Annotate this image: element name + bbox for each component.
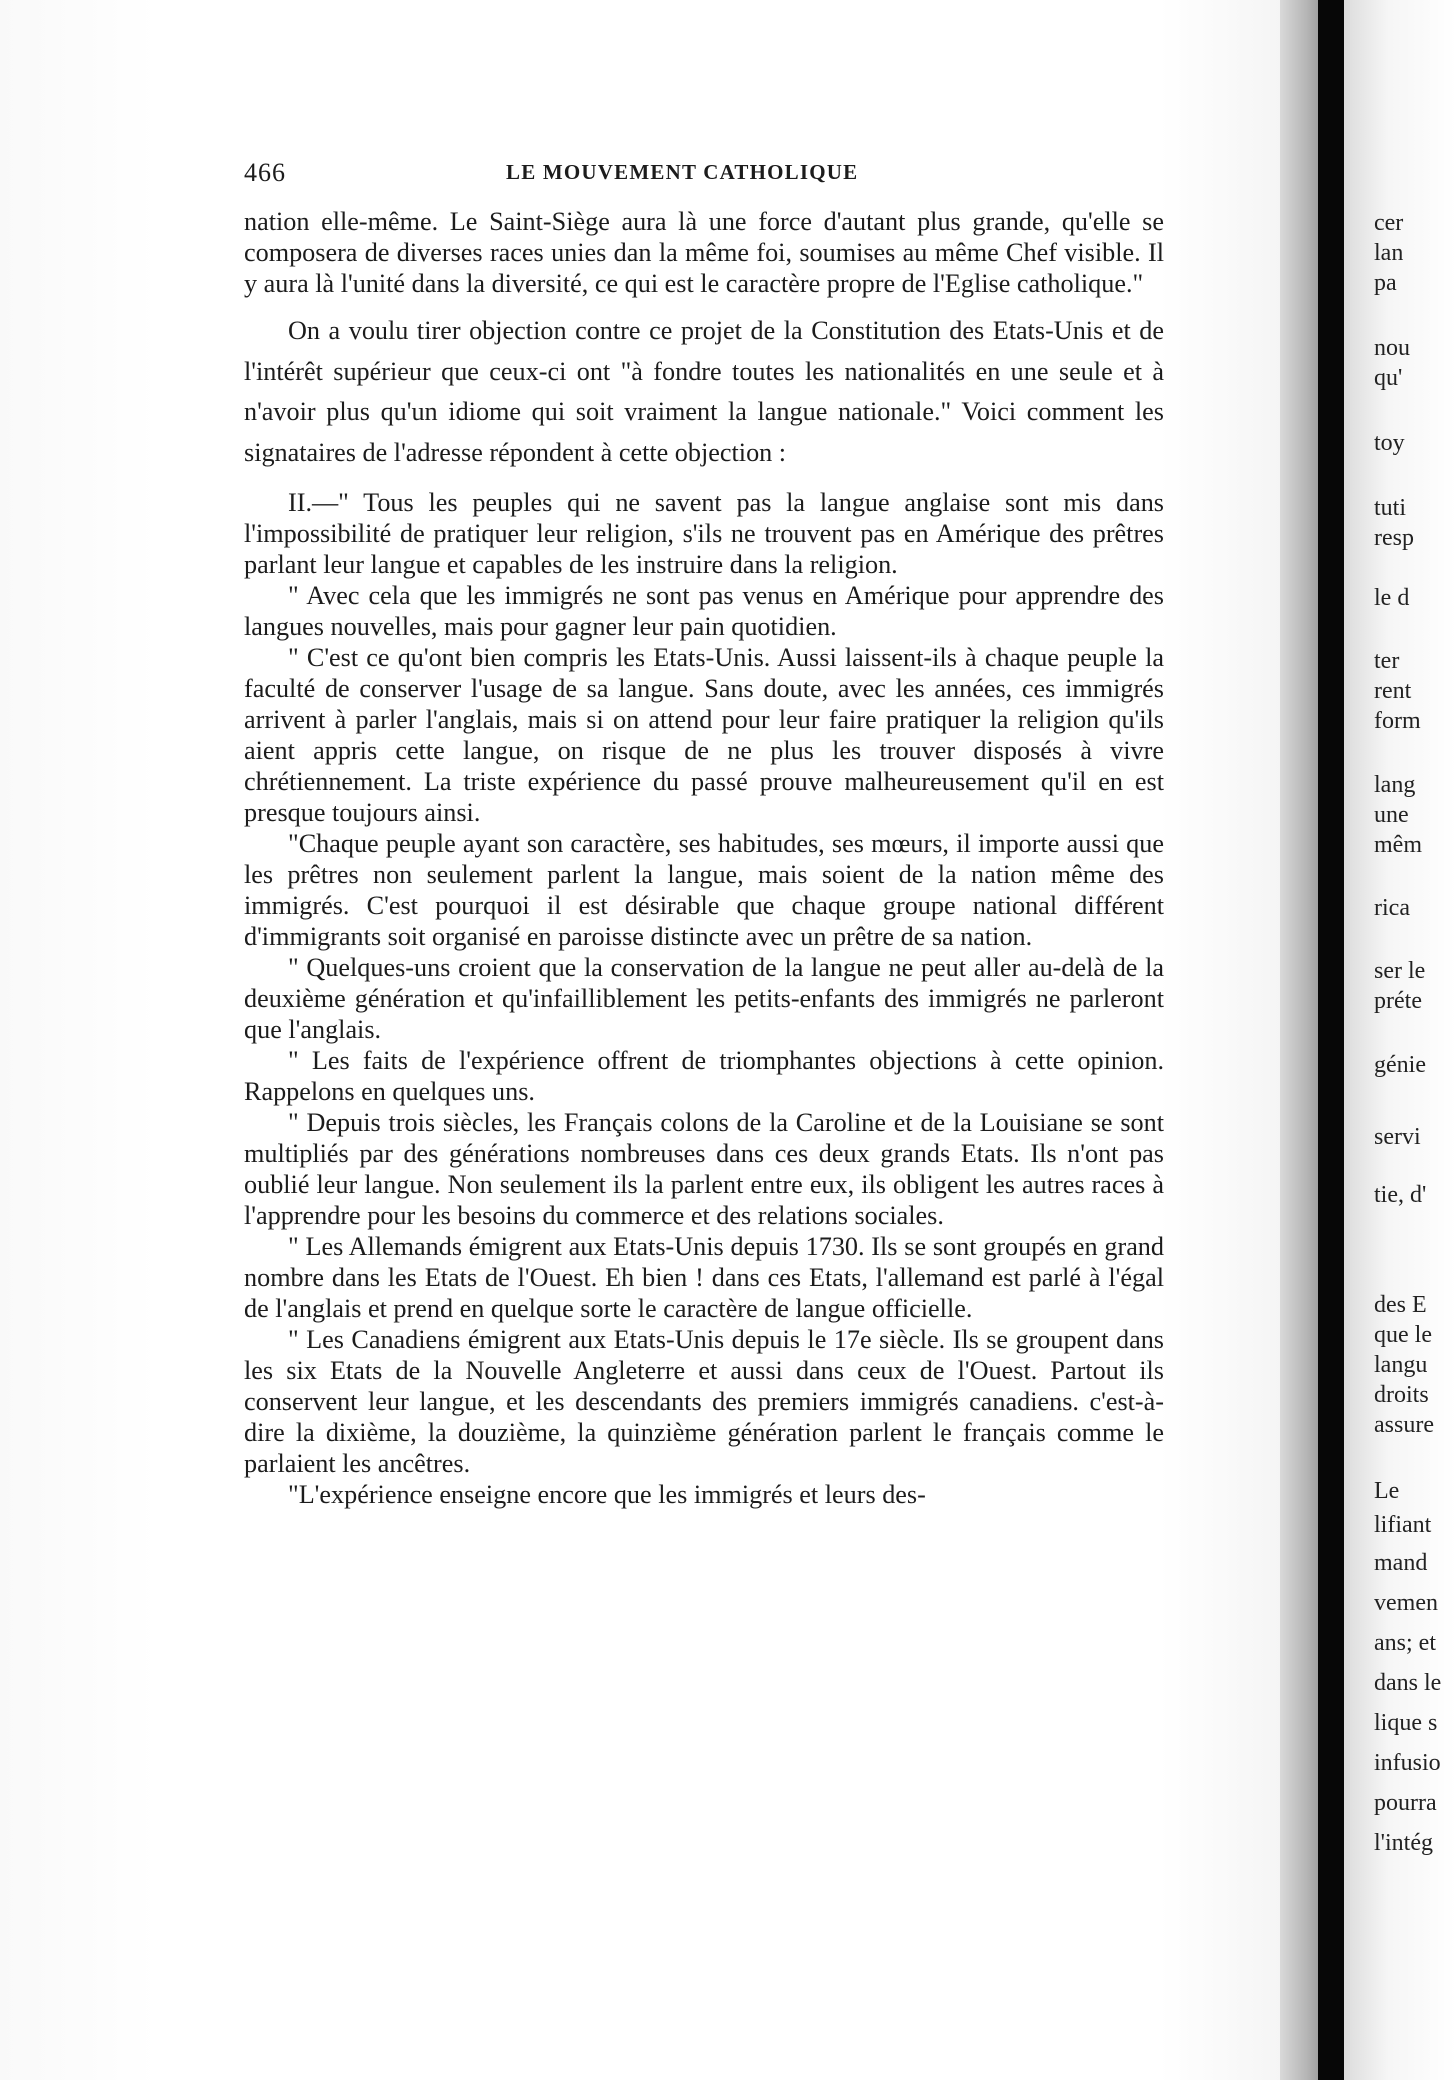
paragraph: " Quelques-uns croient que la conservation de la langue ne peut aller au-delà de la deuxième génération et qu'infailliblement les petits-enfants des immigrés ne parleront que l'anglais. — [244, 953, 1164, 1044]
right-fragment: qu' — [1374, 365, 1403, 391]
right-fragment: rica — [1374, 895, 1410, 921]
right-fragment: langu — [1374, 1352, 1428, 1378]
page-header — [244, 158, 1164, 192]
right-fragment: ter — [1374, 648, 1400, 674]
right-fragment: resp — [1374, 525, 1414, 551]
right-fragment: génie — [1374, 1052, 1426, 1078]
right-fragment: toy — [1374, 430, 1405, 456]
right-fragment: servi — [1374, 1124, 1421, 1150]
right-fragment: Le — [1374, 1478, 1400, 1504]
right-fragment: le d — [1374, 585, 1410, 611]
body-text — [244, 206, 1164, 1510]
paragraph: On a voulu tirer objection contre ce projet de la Constitution des Etats-Unis et de l'intérêt supérieur que ceux-ci ont "à fondre toutes les nationalités en une seule et à n'avoir plus qu'un idiome qui soit vraiment la langue nationale." Voici comment les signataires de l'adresse répondent à cette objection : — [244, 316, 1164, 467]
right-fragment: une — [1374, 802, 1409, 828]
right-fragment: mand — [1374, 1550, 1428, 1576]
paragraph: " Les faits de l'expérience offrent de triomphantes objections à cette opinion. Rappelons en quelques uns. — [244, 1046, 1164, 1106]
paragraph: " Les Allemands émigrent aux Etats-Unis depuis 1730. Ils se sont groupés en grand nombre dans les Etats de l'Ouest. Eh bien ! dans ces Etats, l'allemand est parlé à l'égal de l'anglais et prend en quelque sorte le caractère de langue officielle. — [244, 1232, 1164, 1323]
right-fragment: pa — [1374, 270, 1397, 296]
right-fragment: cer — [1374, 210, 1404, 236]
right-fragment: form — [1374, 708, 1421, 734]
right-fragment: tie, d' — [1374, 1182, 1427, 1208]
paragraph: " C'est ce qu'ont bien compris les Etats-Unis. Aussi laissent-ils à chaque peuple la faculté de conserver l'usage de sa langue. Sans doute, avec les années, ces immigrés arrivent à parler l'anglais, mais si on attend pour leur faire pratiquer la religion qu'ils aient appris cette langue, on risque de ne plus les trouver disposés à vivre chrétiennement. La triste expérience du passé prouve malheureusement qu'il en est presque toujours ainsi. — [244, 643, 1164, 827]
paragraph: " Les Canadiens émigrent aux Etats-Unis depuis le 17e siècle. Ils se groupent dans les six Etats de la Nouvelle Angleterre et aussi dans ceux de l'Ouest. Partout ils conservent leur langue, et les descendants des premiers immigrés canadiens. c'est-à-dire la dixième, la douzième, la quinzième génération parlent le français comme le parlaient les ancêtres. — [244, 1325, 1164, 1478]
paragraph: "Chaque peuple ayant son caractère, ses habitudes, ses mœurs, il importe aussi que les prêtres non seulement parlent la langue, mais soient de la nation même des immigrés. C'est pourquoi il est désirable que chaque groupe national différent d'immigrants soit organisé en paroisse distincte avec un prêtre de sa nation. — [244, 829, 1164, 951]
right-fragment: pourra — [1374, 1790, 1437, 1816]
paragraph: "L'expérience enseigne encore que les immigrés et leurs des- — [288, 1480, 926, 1509]
right-fragment: mêm — [1374, 832, 1422, 858]
right-page-fragments — [1344, 0, 1456, 2080]
right-fragment: dans le — [1374, 1670, 1442, 1696]
running-title: LE MOUVEMENT CATHOLIQUE — [506, 160, 859, 184]
right-fragment: des E — [1374, 1292, 1427, 1318]
page-number: 466 — [244, 158, 286, 187]
right-fragment: vemen — [1374, 1590, 1438, 1616]
right-page-edge — [1344, 0, 1456, 2080]
book-gutter — [1318, 0, 1344, 2080]
right-fragment: préte — [1374, 988, 1422, 1014]
right-fragment: nou — [1374, 335, 1410, 361]
right-fragment: infusio — [1374, 1750, 1441, 1776]
right-fragment: lang — [1374, 772, 1416, 798]
right-fragment: rent — [1374, 678, 1412, 704]
right-fragment: que le — [1374, 1322, 1432, 1348]
right-fragment: ser le — [1374, 958, 1426, 984]
right-fragment: droits — [1374, 1382, 1429, 1408]
paragraph: " Depuis trois siècles, les Français colons de la Caroline et de la Louisiane se sont multipliés par des générations nombreuses dans ces deux grands Etats. Ils n'ont pas oublié leur langue. Non seulement ils la parlent entre eux, ils obligent les autres races à l'apprendre pour les besoins du commerce et des relations sociales. — [244, 1108, 1164, 1230]
paragraph: II.—" Tous les peuples qui ne savent pas la langue anglaise sont mis dans l'impossibilité de pratiquer leur religion, s'ils ne trouvent pas en Amérique des prêtres parlant leur langue et capables de les instruire dans la religion. — [244, 488, 1164, 579]
right-fragment: lan — [1374, 240, 1404, 266]
paragraph: " Avec cela que les immigrés ne sont pas venus en Amérique pour apprendre des langues nouvelles, mais pour gagner leur pain quotidien. — [244, 581, 1164, 641]
right-fragment: lique s — [1374, 1710, 1438, 1736]
right-fragment: tuti — [1374, 495, 1407, 521]
right-fragment: l'intég — [1374, 1830, 1433, 1856]
right-fragment: assure — [1374, 1412, 1434, 1438]
right-fragment: ans; et — [1374, 1630, 1436, 1656]
paragraph: nation elle-même. Le Saint-Siège aura là une force d'autant plus grande, qu'elle se composera de diverses races unies dan la même foi, soumises au même Chef visible. Il y aura là l'unité dans la diversité, ce qui est le caractère propre de l'Eglise catholique." — [244, 207, 1164, 298]
right-fragment: lifiant — [1374, 1512, 1432, 1538]
